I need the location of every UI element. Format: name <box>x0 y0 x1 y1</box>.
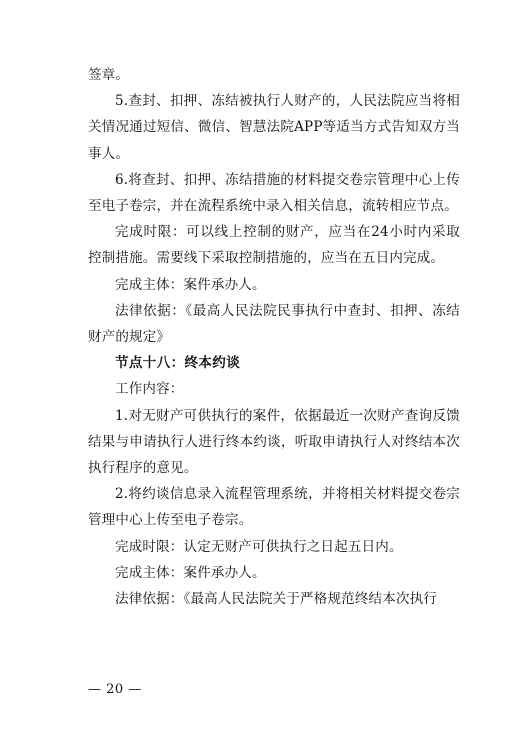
section-heading-node-18: 节点十八：终本约谈 <box>115 355 241 372</box>
paragraph-work-content-label: 工作内容： <box>115 381 184 398</box>
paragraph-item-6: 6.将查封、扣押、冻结措施的材料提交卷宗管理中心上传至电子卷宗，并在流程系统中录入相关信息，流转相应节点。 <box>88 171 460 215</box>
paragraph-responsible-party: 完成主体：案件承办人。 <box>115 276 266 293</box>
paragraph-item-5: 5.查封、扣押、冻结被执行人财产的，人民法院应当将相关情况通过短信、微信、智慧法院APP等适当方式告知双方当事人。 <box>88 93 460 162</box>
paragraph-legal-basis: 法律依据：《最高人民法院民事执行中查封、扣押、冻结财产的规定》 <box>88 302 460 346</box>
document-body <box>88 62 460 612</box>
paragraph-node18-item-1: 1.对无财产可供执行的案件，依据最近一次财产查询反馈结果与申请执行人进行终本约谈，听取申请执行人对终结本次执行程序的意见。 <box>88 407 460 477</box>
page-number-footer: — 20 — <box>88 682 142 697</box>
paragraph-time-limit: 完成时限：可以线上控制的财产，应当在24小时内采取控制措施。需要线下采取控制措施的，应当在五日内完成。 <box>88 224 460 267</box>
paragraph-node18-time-limit: 完成时限：认定无财产可供执行之日起五日内。 <box>115 538 403 555</box>
paragraph-node18-item-2: 2.将约谈信息录入流程管理系统，并将相关材料提交卷宗管理中心上传至电子卷宗。 <box>88 486 460 529</box>
paragraph-node18-responsible-party: 完成主体：案件承办人。 <box>115 564 266 581</box>
paragraph-node18-legal-basis: 法律依据：《最高人民法院关于严格规范终结本次执行 <box>115 591 438 608</box>
paragraph-signature-end: 签章。 <box>88 67 130 83</box>
